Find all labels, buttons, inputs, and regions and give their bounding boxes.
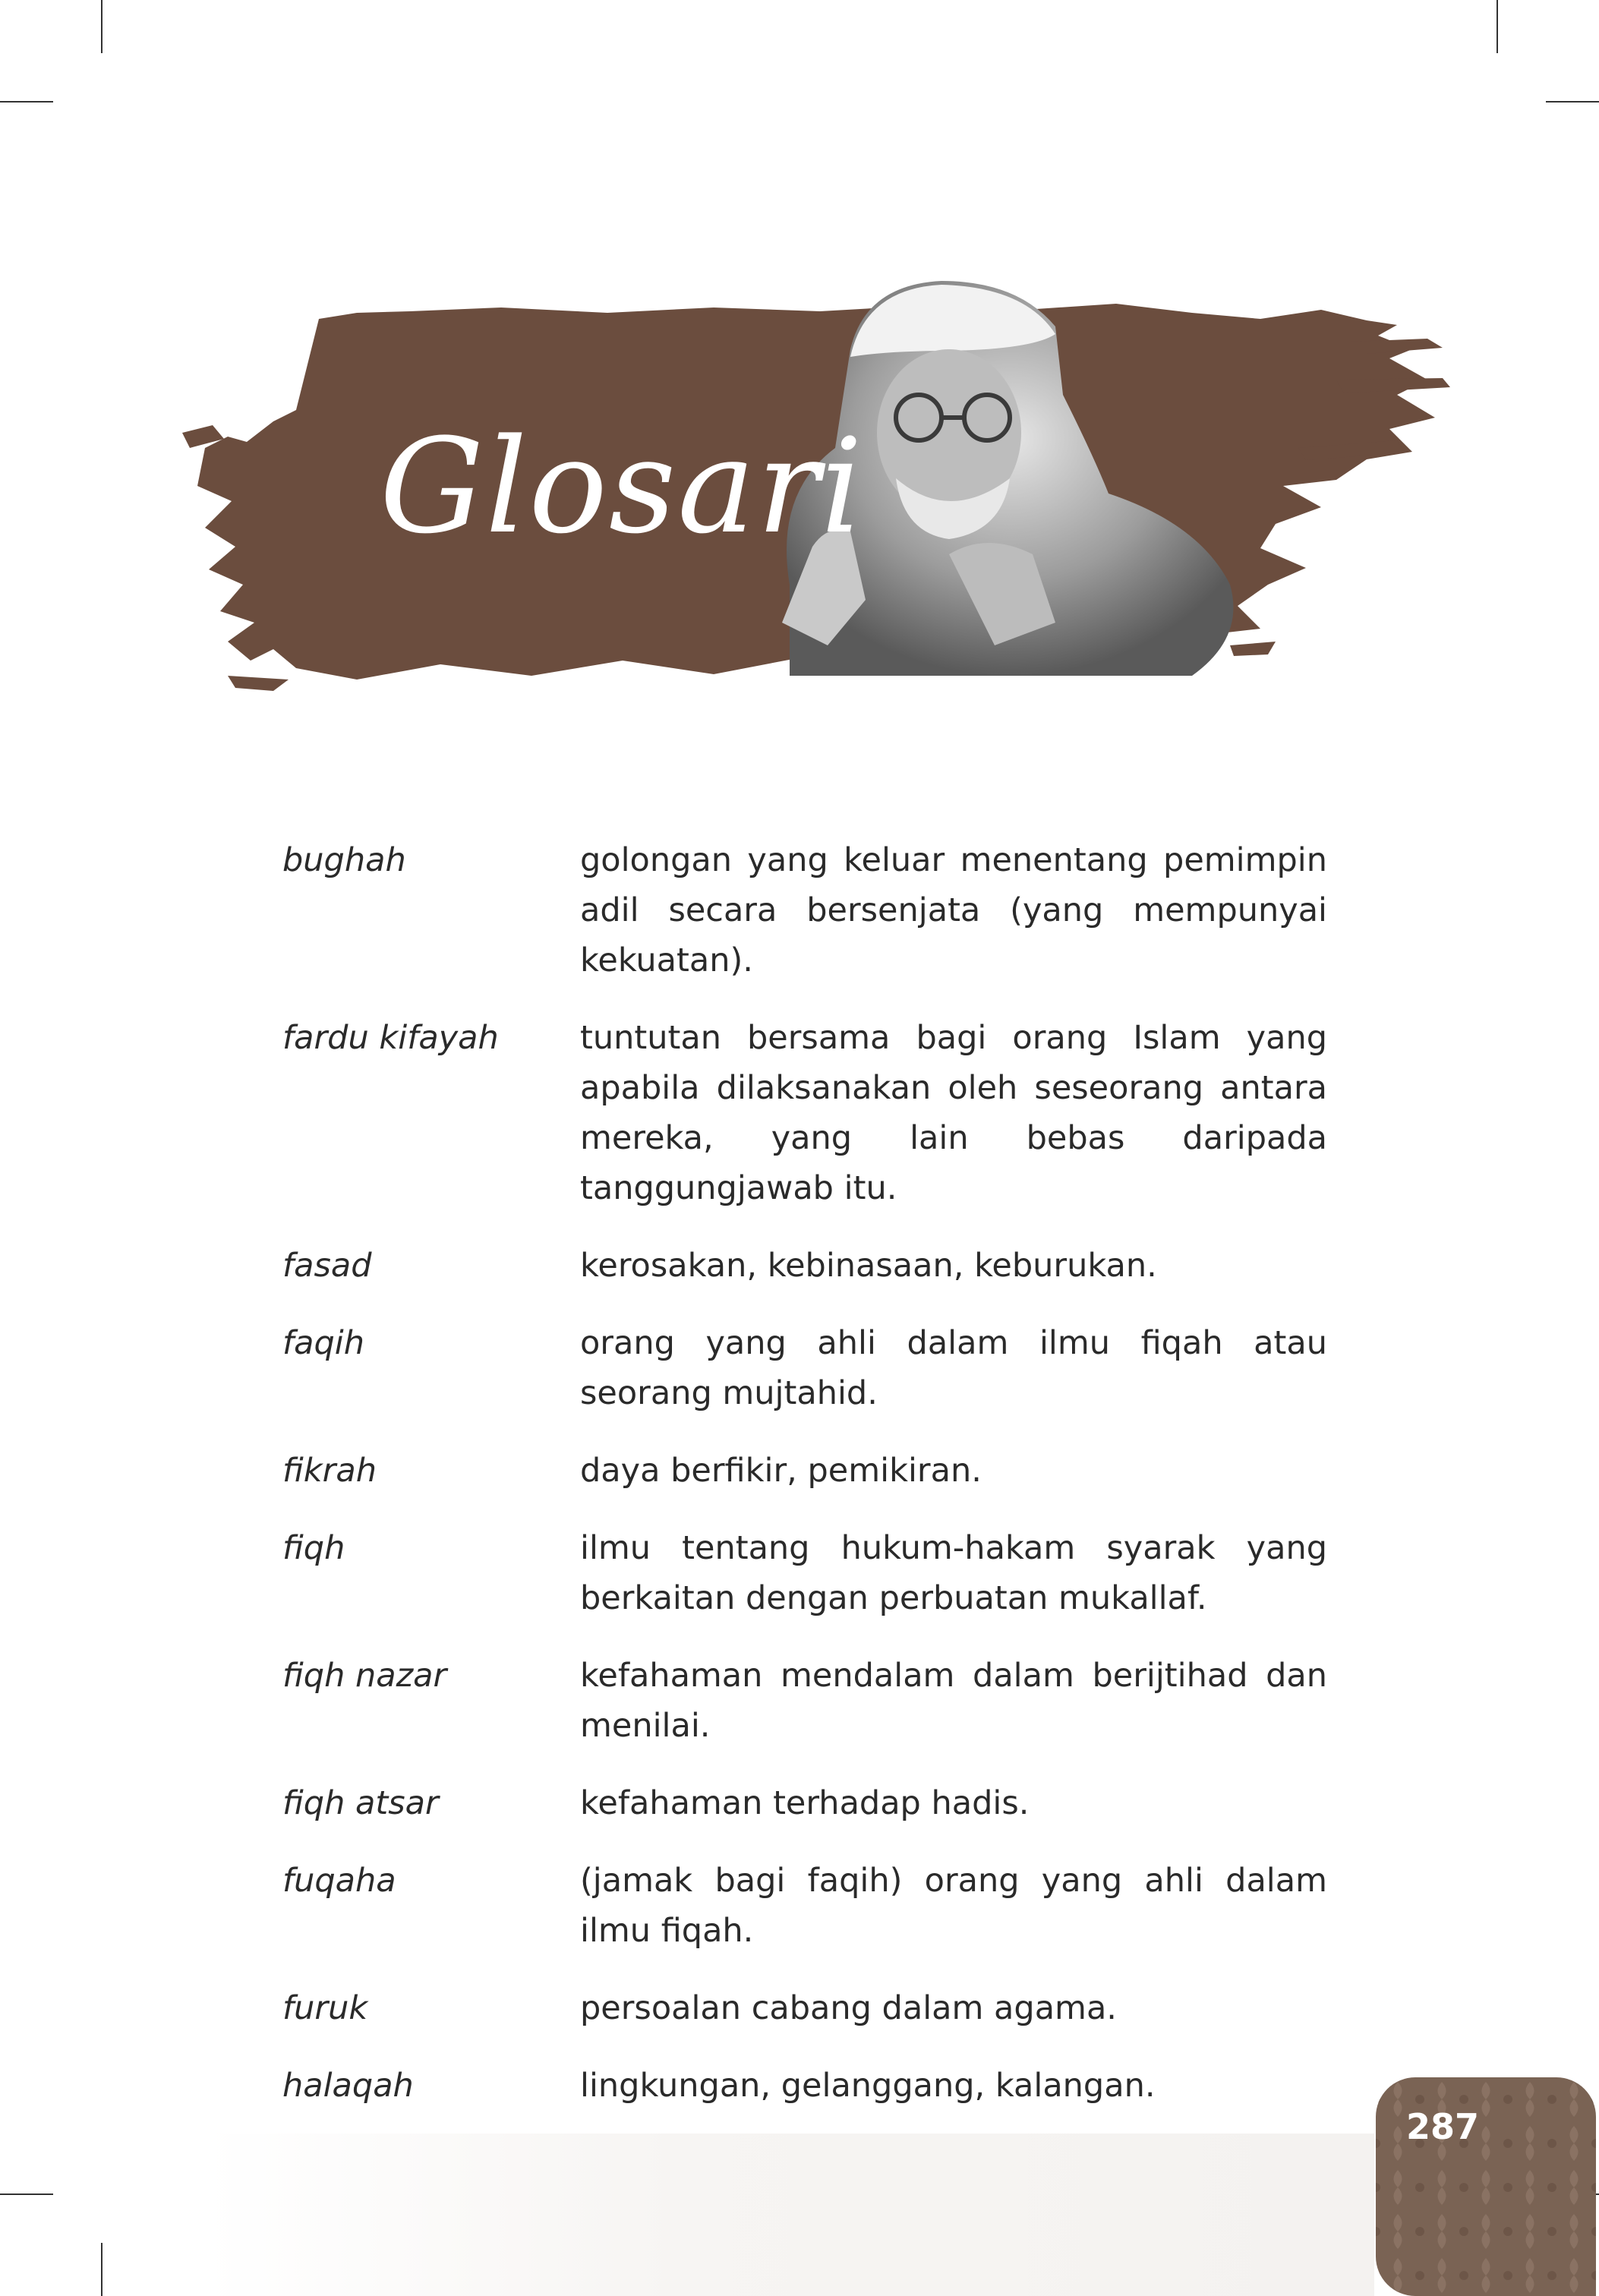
glossary-term: fikrah [282, 1452, 377, 1490]
glossary-entry [282, 835, 1330, 986]
glossary-term: bughah [282, 841, 406, 879]
glossary-definition: kefahaman terhadap hadis. [580, 1784, 1030, 1822]
glossary-term: halaqah [282, 2067, 414, 2105]
glossary-entry [282, 1523, 1330, 1623]
glossary-term: fuqaha [282, 1862, 396, 1900]
glossary-definition: golongan yang keluar menentang pemimpin adil secara bersenjata (yang mempunyai kekuatan). [580, 841, 1327, 979]
glossary-definition: kefahaman mendalam dalam berijtihad dan menilai. [580, 1657, 1327, 1745]
glossary-term: faqih [282, 1324, 364, 1362]
page-title: Glosari [380, 410, 865, 563]
glossary-term: fiqh nazar [282, 1657, 447, 1695]
glossary-definition: ilmu tentang hukum-hakam syarak yang berkaitan dengan perbuatan mukallaf. [580, 1529, 1327, 1617]
glossary-entry [282, 1446, 1330, 1496]
glossary-entry [282, 2061, 1330, 2111]
glossary-entry [282, 1983, 1330, 2033]
glossary-entry [282, 1651, 1330, 1751]
glossary-definition: (jamak bagi faqih) orang yang ahli dalam ilmu fiqah. [580, 1862, 1327, 1950]
glossary-term: furuk [282, 1989, 368, 2027]
glossary-entry [282, 1318, 1330, 1418]
crop-mark [1496, 0, 1498, 53]
glossary-definition: tuntutan bersama bagi orang Islam yang apabila dilaksanakan oleh seseorang antara mereka, yang lain bebas daripada tanggungjawab itu. [580, 1019, 1327, 1207]
footer-band [205, 2134, 1374, 2296]
crop-mark [0, 2194, 53, 2195]
glossary-entry [282, 1241, 1330, 1291]
crop-mark [0, 101, 53, 102]
glossary-entry [282, 1856, 1330, 1956]
glossary-definition: daya berfikir, pemikiran. [580, 1452, 982, 1490]
glossary-term: fardu kifayah [282, 1019, 499, 1057]
glossary-term: fiqh atsar [282, 1784, 439, 1822]
crop-mark [1546, 101, 1599, 102]
glossary-definition: kerosakan, kebinasaan, keburukan. [580, 1247, 1157, 1285]
glossary-definition: orang yang ahli dalam ilmu fiqah atau seorang mujtahid. [580, 1324, 1327, 1412]
glossary-list [282, 835, 1330, 2138]
glossary-entry [282, 1778, 1330, 1828]
glossary-term: fiqh [282, 1529, 345, 1567]
crop-mark [101, 2243, 102, 2296]
glossary-definition: lingkungan, gelanggang, kalangan. [580, 2067, 1156, 2105]
glossary-entry [282, 1013, 1330, 1213]
crop-mark [101, 0, 102, 53]
glossary-term: fasad [282, 1247, 372, 1285]
page-number: 287 [1406, 2106, 1480, 2147]
glossary-definition: persoalan cabang dalam agama. [580, 1989, 1117, 2027]
